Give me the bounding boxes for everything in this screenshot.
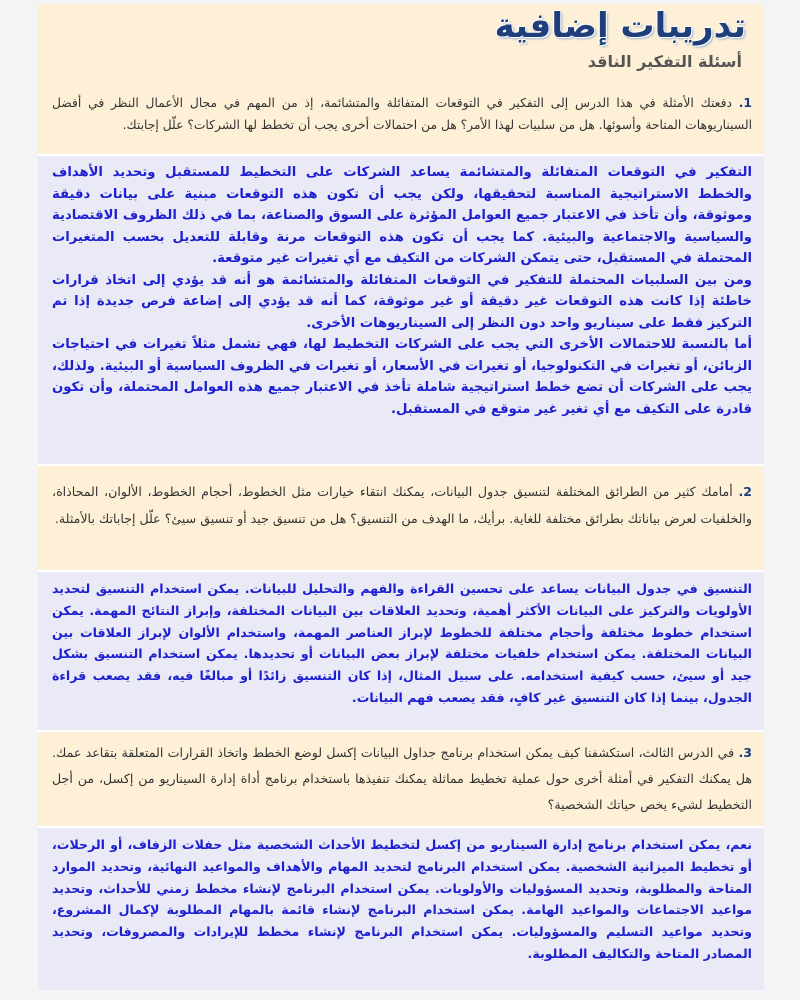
answer-2 (38, 572, 764, 730)
question-number: 1. (738, 96, 752, 110)
question-3 (38, 732, 764, 826)
answer-3 (38, 828, 764, 990)
answer-text: التفكير في التوقعات المتفائلة والمتشائمة يساعد الشركات على التخطيط للمستقبل وتحديد الأهداف والخطط الاستراتيجية المناسبة لتحقيقها، ولكن يجب أن تكون هذه التوقعات مبنية على بيانات دقيقة وموثوقة، وأن تأخذ في الاعتبار جميع العوامل المؤثرة على السوق والصناعة، بما في ذلك الظروف الاقتصادية والسياسية والاجتماعية والبيئية. كما يجب أن تكون هذه التوقعات مرنة وقابلة للتعديل بحسب المتغيرات المحتملة في المستقبل، حتى يتمكن الشركات من التكيف مع أي تغيرات غير متوقعة. ومن بين السلبيات المحتملة للتفكير في التوقعات المتفائلة والمتشائمة هو أنه قد يؤدي إلى اتخاذ قرارات خاطئة إذا كانت هذه التوقعات غير دقيقة أو غير موثوقة، كما أنه قد يؤدي إلى إضاعة فرص جديدة إذا تم التركيز فقط على سيناريو واحد دون النظر إلى السيناريوهات الأخرى. أما بالنسبة للاحتمالات الأخرى التي يجب على الشركات التخطيط لها، فهي تشمل مثلاً تغيرات في احتياجات الزبائن، أو تغيرات في التكنولوجيا، أو تغيرات في الأسعار، أو تغيرات في الظروف السياسية أو البيئية. ولذلك، يجب على الشركات أن تضع خطط استراتيجية شاملة تأخذ في الاعتبار جميع هذه العوامل المحتملة، وأن تكون قادرة على التكيف مع أي تغير غير متوقع في المستقبل. (52, 165, 752, 417)
question-text: في الدرس الثالث، استكشفنا كيف يمكن استخدام برنامج جداول البيانات إكسل لوضع الخطط واتخاذ القرارات المتعلقة بتقاعد عمك. هل يمكنك التفكير في أمثلة أخرى حول عملية تخطيط مماثلة يمكنك تنفيذها باستخدام برنامج أداة إدارة السيناريو من إكسل، من أجل التخطيط لشيء يخص حياتك الشخصية؟ (52, 745, 752, 812)
page-subtitle: أسئلة التفكير الناقد (587, 52, 742, 71)
question-number: 3. (738, 745, 752, 760)
page-title: تدريبات إضافية (494, 6, 746, 46)
question-number: 2. (738, 484, 752, 499)
answer-text: التنسيق في جدول البيانات يساعد على تحسين القراءة والفهم والتحليل للبيانات. يمكن استخدام التنسيق لتحديد الأولويات والتركيز على البيانات الأكثر أهمية، وتحديد العلاقات بين البيانات المختلفة، وإبراز النتائج المهمة. يمكن استخدام خطوط مختلفة وأحجام مختلفة للخطوط لإبراز العناصر المهمة، واستخدام الألوان لإبراز العلاقات بين البيانات المختلفة. يمكن استخدام خلفيات مختلفة لإبراز بعض البيانات أو تحديدها. يمكن استخدام التنسيق بشكل جيد أو سيئ، حسب كيفية استخدامه. على سبيل المثال، إذا كان التنسيق زائدًا أو مبالغًا فيه، فقد يصعب قراءة الجدول، بينما إذا كان التنسيق غير كافٍ، فقد يصعب فهم البيانات. (52, 581, 752, 705)
question-text: أمامك كثير من الطرائق المختلفة لتنسيق جدول البيانات، يمكنك انتقاء خيارات مثل الخطوط، أحجام الخطوط، الألوان، المحاذاة، والخلفيات لعرض بياناتك بطرائق مختلفة للغاية. برأيك، ما الهدف من التنسيق؟ هل من تنسيق جيد أو تنسيق سيئ؟ علّل إجاباتك بالأمثلة. (52, 484, 752, 526)
header-section (38, 4, 764, 88)
answer-1 (38, 156, 764, 464)
worksheet-page (38, 4, 764, 990)
question-2 (38, 466, 764, 570)
question-1 (38, 88, 764, 154)
question-text: دفعتك الأمثلة في هذا الدرس إلى التفكير في التوقعات المتفائلة والمتشائمة، إذ من المهم في مجال الأعمال النظر في أفضل السيناريوهات المتاحة وأسوئها. هل من سلبيات لهذا الأمر؟ هل من احتمالات أخرى يجب أن تخطط لها الشركات؟ علّل إجابتك. (52, 96, 752, 132)
answer-text: نعم، يمكن استخدام برنامج إدارة السيناريو من إكسل لتخطيط الأحداث الشخصية مثل حفلات الزفاف، أو الرحلات، أو تخطيط الميزانية الشخصية. يمكن استخدام البرنامج لتحديد المهام والأهداف والمواعيد النهائية، وتحديد الموارد المتاحة والمطلوبة، وتحديد المسؤوليات والأولويات. يمكن استخدام البرنامج لإنشاء مخطط زمني للأحداث، وتحديد مواعيد الاجتماعات والمواعيد الهامة. يمكن استخدام البرنامج لإنشاء قائمة بالمهام المطلوبة لإكمال المشروع، وتحديد مواعيد التسليم والمسؤوليات. يمكن استخدام البرنامج لإنشاء مخطط للإيرادات والمصروفات، وتحديد المصادر المتاحة والتكاليف المطلوبة. (52, 837, 752, 961)
